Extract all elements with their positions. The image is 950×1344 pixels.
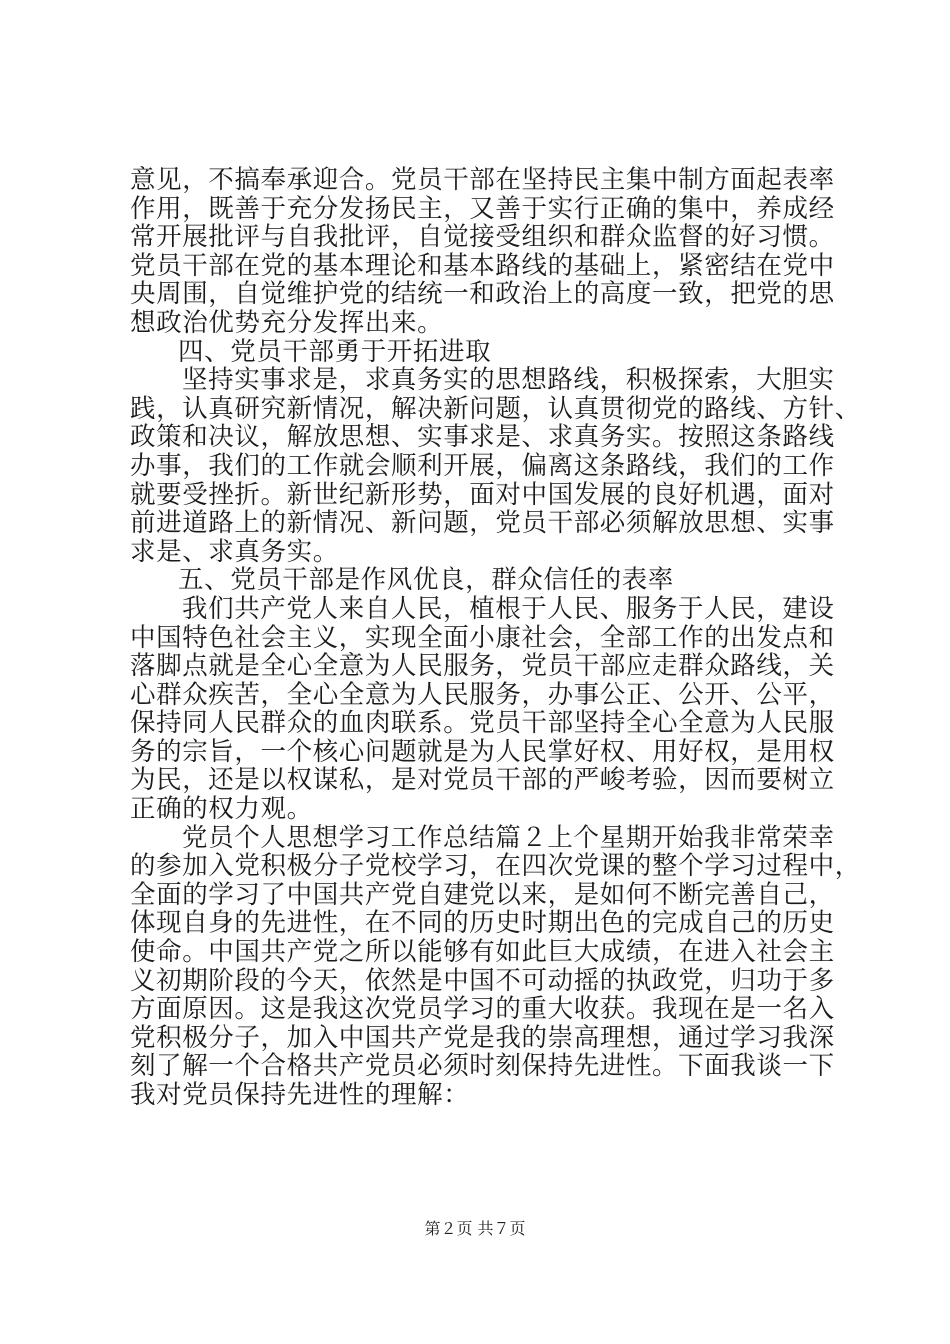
text-line: 心群众疾苦，全心全意为人民服务，办事公正、公开、公平，	[130, 679, 835, 710]
text-line: 方面原因。这是我这次党员学习的重大收获。我现在是一名入	[130, 994, 835, 1025]
text-line: 的参加入党积极分子党校学习，在四次党课的整个学习过程中，	[130, 851, 861, 882]
text-line: 务的宗旨，一个核心问题就是为人民掌好权、用好权，是用权	[130, 736, 835, 767]
section-heading: 四、党员干部勇于开拓进取	[178, 336, 492, 367]
text-line: 体现自身的先进性，在不同的历史时期出色的完成自己的历史	[130, 908, 835, 939]
text-line: 践，认真研究新情况，解决新问题，认真贯彻党的路线、方针、	[130, 393, 861, 424]
text-line: 党积极分子，加入中国共产党是我的崇高理想，通过学习我深	[130, 1022, 835, 1053]
text-line: 作用，既善于充分发扬民主，又善于实行正确的集中，养成经	[130, 193, 835, 224]
text-line: 我们共产党人来自人民，植根于人民、服务于人民，建设	[182, 593, 835, 624]
text-line: 想政治优势充分发挥出来。	[130, 307, 444, 338]
text-line: 央周围，自觉维护党的结统一和政治上的高度一致，把党的思	[130, 279, 835, 310]
text-line: 党员个人思想学习工作总结篇２上个星期开始我非常荣幸	[182, 822, 835, 853]
text-line: 我对党员保持先进性的理解：	[130, 1080, 470, 1110]
text-line: 全面的学习了中国共产党自建党以来，是如何不断完善自己，	[130, 879, 835, 910]
text-line: 就要受挫折。新世纪新形势，面对中国发展的良好机遇，面对	[130, 479, 835, 510]
text-line: 保持同人民群众的血肉联系。党员干部坚持全心全意为人民服	[130, 708, 835, 739]
text-line: 党员干部在党的基本理论和基本路线的基础上，紧密结在党中	[130, 250, 835, 281]
text-line: 正确的权力观。	[130, 794, 313, 825]
text-line: 使命。中国共产党之所以能够有如此巨大成绩，在进入社会主	[130, 937, 835, 968]
text-line: 意见，不搞奉承迎合。党员干部在坚持民主集中制方面起表率	[130, 165, 835, 195]
text-line: 坚持实事求是，求真务实的思想路线，积极探索，大胆实	[182, 365, 835, 396]
text-line: 刻了解一个合格共产党员必须时刻保持先进性。下面我谈一下	[130, 1051, 835, 1082]
text-line: 义初期阶段的今天，依然是中国不可动摇的执政党，归功于多	[130, 965, 835, 996]
page-number-footer: 第２页 共７页	[424, 1219, 526, 1238]
text-line: 常开展批评与自我批评，自觉接受组织和群众监督的好习惯。	[130, 222, 835, 253]
text-line: 中国特色社会主义，实现全面小康社会，全部工作的出发点和	[130, 622, 835, 653]
text-line: 求是、求真务实。	[130, 536, 339, 567]
text-line: 前进道路上的新情况、新问题，党员干部必须解放思想、实事	[130, 508, 835, 539]
section-heading: 五、党员干部是作风优良，群众信任的表率	[178, 565, 674, 596]
document-body	[130, 165, 861, 1110]
text-line: 办事，我们的工作就会顺利开展，偏离这条路线，我们的工作	[130, 450, 835, 481]
text-line: 为民，还是以权谋私，是对党员干部的严峻考验，因而要树立	[130, 765, 835, 796]
text-line: 落脚点就是全心全意为人民服务，党员干部应走群众路线，关	[130, 651, 835, 682]
text-line: 政策和决议，解放思想、实事求是、求真务实。按照这条路线	[130, 422, 835, 453]
